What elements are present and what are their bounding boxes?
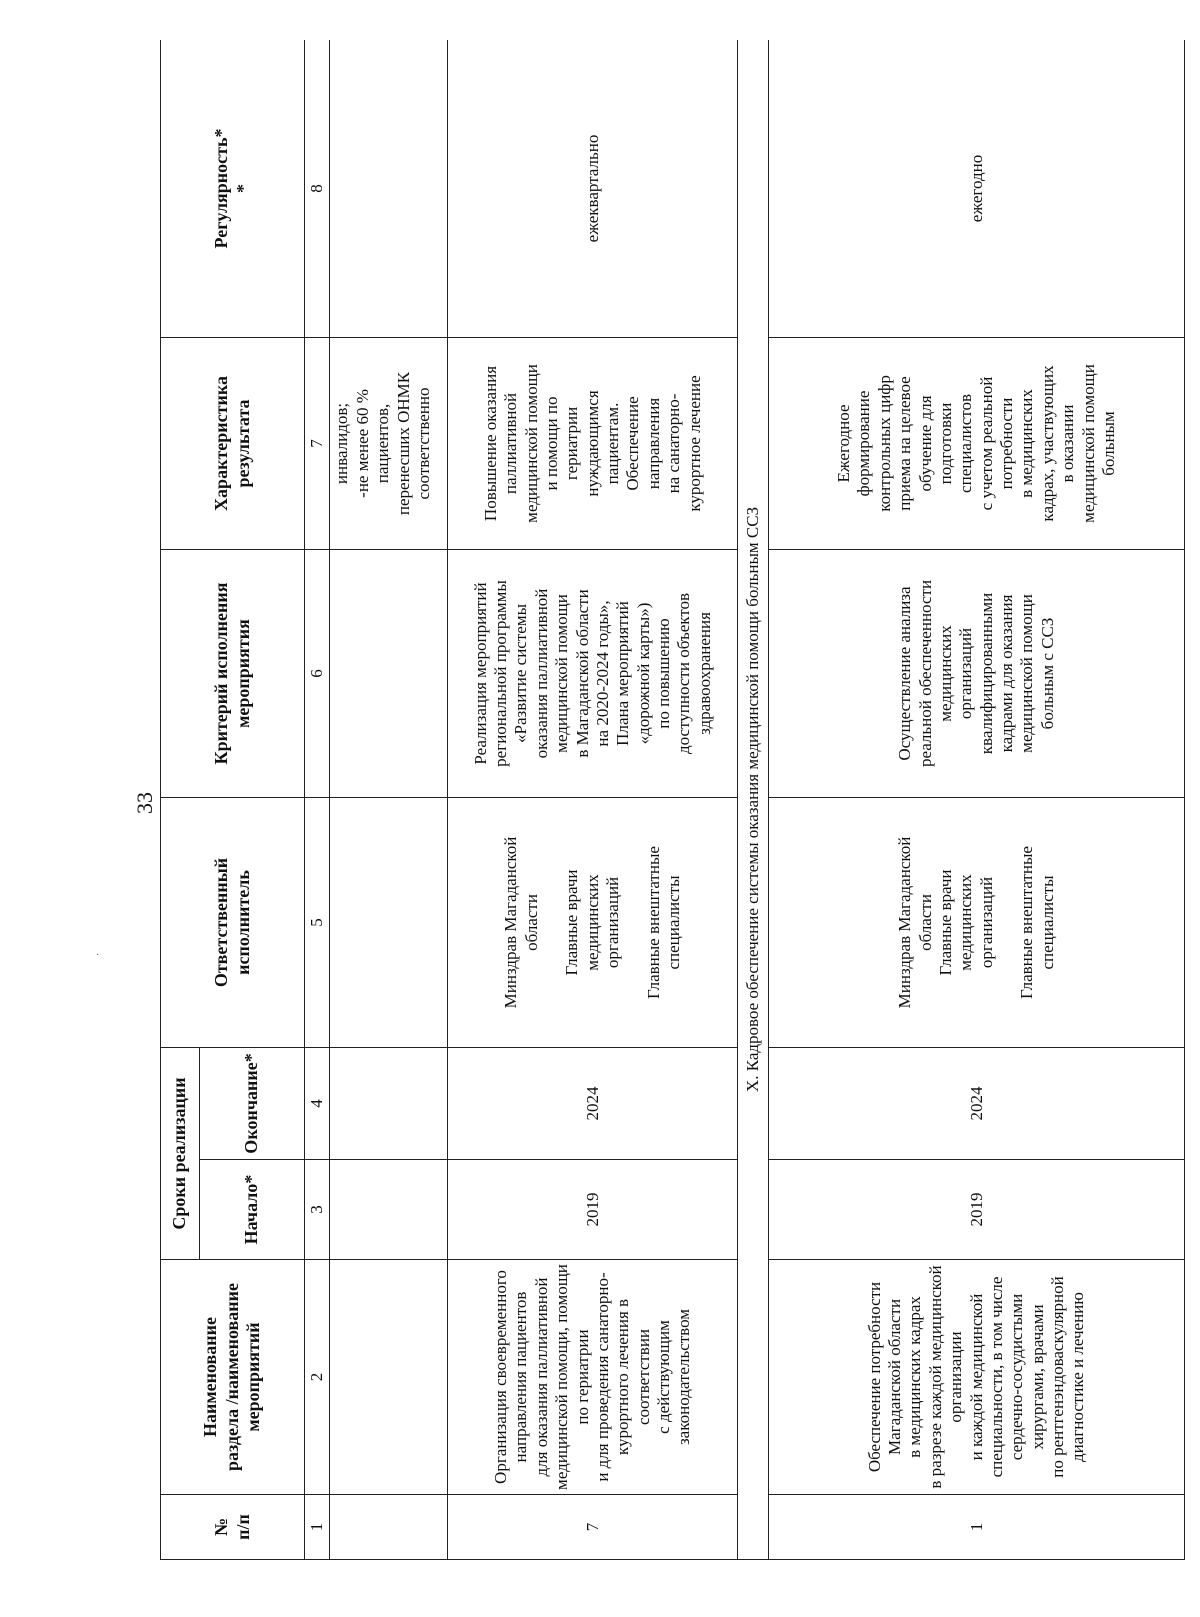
- table-row-1: [769, 40, 1185, 1560]
- header-num: № п/п: [161, 1495, 305, 1560]
- header-result: Характеристика результата: [161, 337, 305, 549]
- row7-result: Повышение оказания паллиативной медицинской помощи и помощи по гериатрии нуждающимся пациентам. Обеспечение направления на санаторно- курортное лечение: [448, 337, 738, 549]
- header-regularity: Регулярность* *: [161, 40, 305, 337]
- header-name: Наименование раздела /наименование мероприятий: [161, 1260, 305, 1495]
- empty-cell: [330, 797, 448, 1047]
- empty-cell: [330, 549, 448, 797]
- row7-num: 7: [448, 1495, 738, 1560]
- col-number-7: 7: [305, 337, 330, 549]
- empty-cell: [330, 1260, 448, 1495]
- header-sroki: Сроки реализации: [161, 1047, 200, 1259]
- table-rotated-container: [160, 40, 1185, 1560]
- row7-name: Организация своевременного направления пациентов для оказания паллиативной медицинской помощи, помощи по гериатрии и для проведения санаторно- курортного лечения в соответствии с действующим законодательством: [448, 1260, 738, 1495]
- header-responsible: Ответственный исполнитель: [161, 797, 305, 1047]
- col-number-5: 5: [305, 797, 330, 1047]
- col-number-2: 2: [305, 1260, 330, 1495]
- col-number-4: 4: [305, 1047, 330, 1159]
- row1-name: Обеспечение потребности Магаданской области в медицинских кадрах в разрезе каждой медицинской организации и каждой медицинской специальности, в том числе сердечно-сосудистыми хирургами, врачами по рентгенэндоваскулярной диагностике и лечению: [769, 1260, 1185, 1495]
- empty-cell: [330, 1047, 448, 1159]
- row1-start: 2019: [769, 1160, 1185, 1260]
- header-row-1: [161, 40, 200, 1560]
- header-start: Начало*: [200, 1160, 305, 1260]
- empty-cell: [330, 1160, 448, 1260]
- row1-criterion: Осуществление анализа реальной обеспеченности медицинских организаций квалифицированными кадрами для оказания медицинской помощи больным с ССЗ: [769, 549, 1185, 797]
- page-number: 33: [132, 792, 157, 814]
- col-number-3: 3: [305, 1160, 330, 1260]
- row7-start: 2019: [448, 1160, 738, 1260]
- row1-responsible: Минздрав Магаданской области Главные врачи медицинских организаций Главные внештатные специалисты: [769, 797, 1185, 1047]
- row7-end: 2024: [448, 1047, 738, 1159]
- table-rotated-viewport: [160, 40, 1200, 1600]
- col-number-8: 8: [305, 40, 330, 337]
- row1-regularity: ежегодно: [769, 40, 1185, 337]
- table-row-continuation: [330, 40, 448, 1560]
- table-row-7: [448, 40, 738, 1560]
- row1-num: 1: [769, 1495, 1185, 1560]
- continuation-result: инвалидов; -не менее 60 % пациентов, перенесших ОНМК соответственно: [330, 337, 448, 549]
- section-row: [738, 40, 769, 1560]
- row7-criterion: Реализация мероприятий региональной программы «Развитие системы оказания паллиативной медицинской помощи в Магаданской области на 2020-2024 годы», Плана мероприятий «дорожной карты») по повышению доступности объектов здравоохранения: [448, 549, 738, 797]
- col-number-6: 6: [305, 549, 330, 797]
- row1-result: Ежегодное формирование контрольных цифр приема на целевое обучение для подготовки специалистов с учетом реальной потребности в медицинских кадрах, участвующих в оказании медицинской помощи больным: [769, 337, 1185, 549]
- measures-table: [160, 40, 1185, 1560]
- empty-cell: [330, 1495, 448, 1560]
- empty-cell: [330, 40, 448, 337]
- header-criterion: Критерий исполнения мероприятия: [161, 549, 305, 797]
- section-title: X. Кадровое обеспечение системы оказания медицинской помощи больным ССЗ: [738, 40, 769, 1560]
- row7-responsible: Минздрав Магаданской области Главные врачи медицинских организаций Главные внештатные специалисты: [448, 797, 738, 1047]
- header-end: Окончание*: [200, 1047, 305, 1159]
- col-number-1: 1: [305, 1495, 330, 1560]
- row7-regularity: ежеквартально: [448, 40, 738, 337]
- column-numbers-row: [305, 40, 330, 1560]
- row1-end: 2024: [769, 1047, 1185, 1159]
- scan-speck: ·: [96, 950, 100, 961]
